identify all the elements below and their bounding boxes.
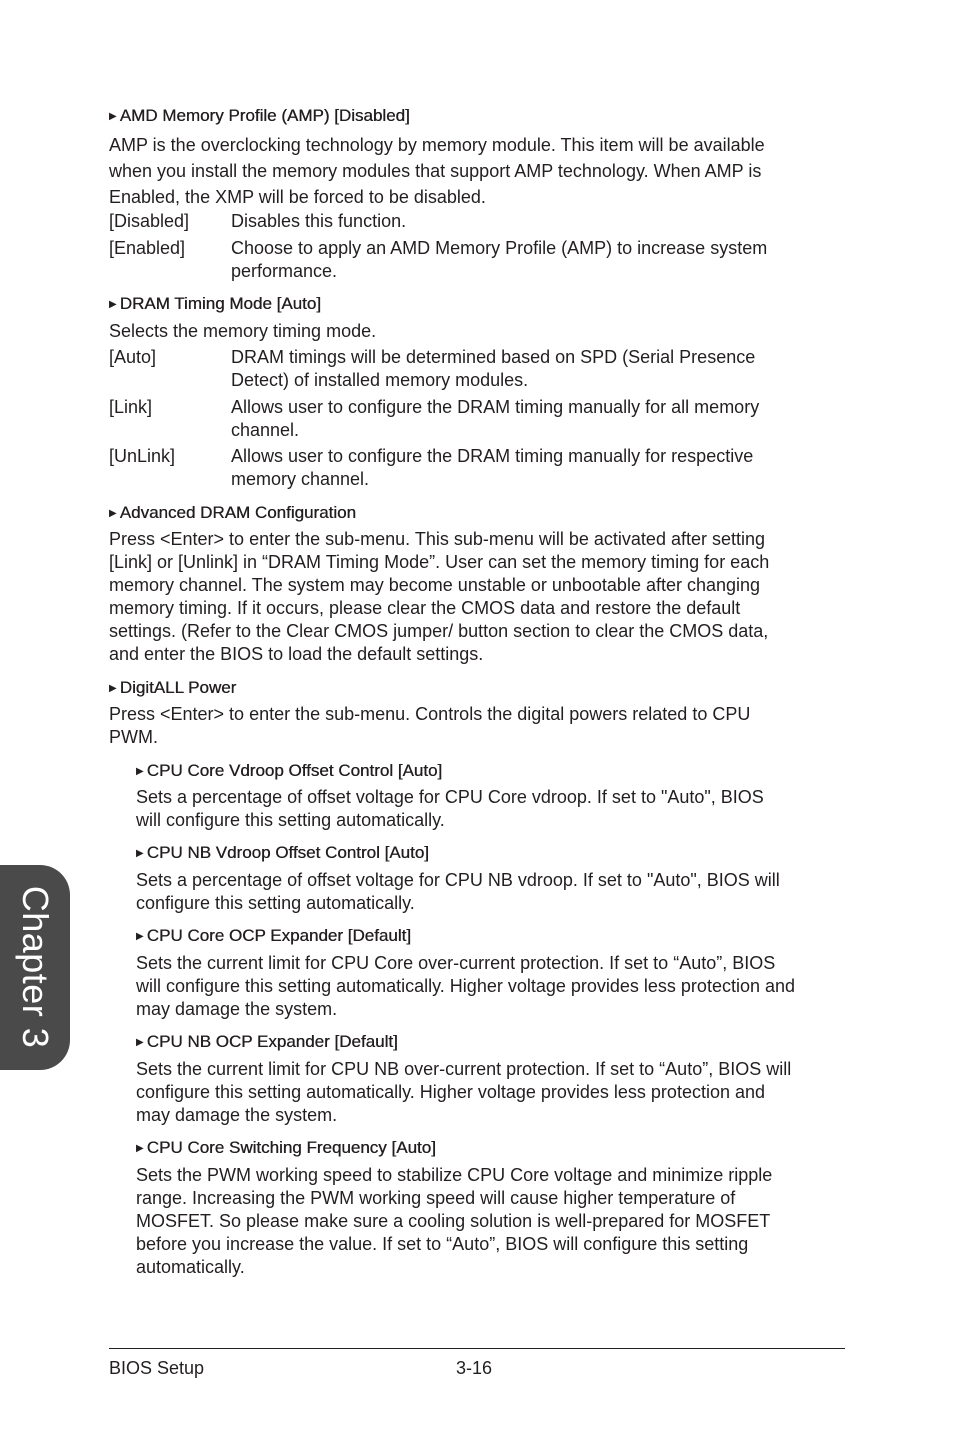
heading-dram-timing-mode xyxy=(109,294,321,315)
bullet-triangle-icon: ▶ xyxy=(109,299,117,310)
paragraph-line: [Link] or [Unlink] in “DRAM Timing Mode”. User can set the memory timing for each xyxy=(109,552,770,572)
bullet-triangle-icon: ▶ xyxy=(109,111,117,122)
heading-text: CPU Core Vdroop Offset Control [Auto] xyxy=(146,761,443,780)
option-description-line: Choose to apply an AMD Memory Profile (AMP) to increase system xyxy=(231,238,768,258)
option-description-line: Allows user to configure the DRAM timing manually for all memory xyxy=(231,397,760,417)
paragraph-line: range. Increasing the PWM working speed will cause higher temperature of xyxy=(136,1188,736,1208)
paragraph-line: when you install the memory modules that support AMP technology. When AMP is xyxy=(109,161,762,181)
option-description-line: Allows user to configure the DRAM timing manually for respective xyxy=(231,446,754,466)
option-description-line: performance. xyxy=(231,261,338,281)
paragraph-dram-timing xyxy=(109,320,376,343)
option-description xyxy=(231,396,759,442)
option-key: [Disabled] xyxy=(109,211,190,231)
paragraph-line: configure this setting automatically. xyxy=(136,893,415,913)
heading-digitall-power xyxy=(109,678,236,699)
heading-advanced-dram-configuration xyxy=(109,503,356,524)
paragraph-line: settings. (Refer to the Clear CMOS jumper/ button section to clear the CMOS data, xyxy=(109,621,769,641)
bullet-triangle-icon: ▶ xyxy=(136,766,144,777)
bullet-triangle-icon: ▶ xyxy=(136,848,144,859)
heading-cpu-nb-ocp-expander xyxy=(136,1032,398,1053)
paragraph-amp xyxy=(109,132,765,210)
paragraph-advanced-dram xyxy=(109,528,769,666)
option-description-line: memory channel. xyxy=(231,469,370,489)
option-description xyxy=(231,445,753,491)
option-key: [Auto] xyxy=(109,347,157,367)
paragraph-line: automatically. xyxy=(136,1257,245,1277)
paragraph-line: AMP is the overclocking technology by memory module. This item will be available xyxy=(109,135,765,155)
heading-text: CPU NB OCP Expander [Default] xyxy=(146,1032,398,1051)
heading-text: Advanced DRAM Configuration xyxy=(119,503,356,522)
bullet-triangle-icon: ▶ xyxy=(136,1037,144,1048)
paragraph-line: may damage the system. xyxy=(136,1105,338,1125)
option-key: [Enabled] xyxy=(109,238,186,258)
paragraph-line: Sets a percentage of offset voltage for CPU Core vdroop. If set to "Auto", BIOS xyxy=(136,787,764,807)
bullet-triangle-icon: ▶ xyxy=(109,508,117,519)
paragraph-line: memory timing. If it occurs, please clear the CMOS data and restore the default xyxy=(109,598,741,618)
option-description-line: Disables this function. xyxy=(231,211,407,231)
paragraph-line: Sets the PWM working speed to stabilize CPU Core voltage and minimize ripple xyxy=(136,1165,773,1185)
heading-text: AMD Memory Profile (AMP) [Disabled] xyxy=(119,106,410,125)
footer-divider xyxy=(109,1348,845,1349)
paragraph-cpu-nb-ocp xyxy=(136,1058,791,1127)
heading-amd-memory-profile xyxy=(109,106,410,127)
option-key: [Link] xyxy=(109,397,153,417)
option-description-line: DRAM timings will be determined based on SPD (Serial Presence xyxy=(231,347,756,367)
heading-text: CPU NB Vdroop Offset Control [Auto] xyxy=(146,843,429,862)
bullet-triangle-icon: ▶ xyxy=(136,1143,144,1154)
paragraph-digitall-power xyxy=(109,703,750,749)
heading-cpu-core-vdroop xyxy=(136,761,442,782)
option-description xyxy=(231,346,755,392)
paragraph-line: Sets the current limit for CPU Core over-current protection. If set to “Auto”, BIOS xyxy=(136,953,776,973)
heading-cpu-core-ocp-expander xyxy=(136,926,411,947)
heading-cpu-core-switching-frequency xyxy=(136,1138,436,1159)
paragraph-line: Enabled, the XMP will be forced to be disabled. xyxy=(109,187,486,207)
paragraph-line: Press <Enter> to enter the sub-menu. This sub-menu will be activated after setting xyxy=(109,529,766,549)
option-key: [UnLink] xyxy=(109,446,176,466)
bullet-triangle-icon: ▶ xyxy=(136,931,144,942)
bullet-triangle-icon: ▶ xyxy=(109,683,117,694)
paragraph-line: Sets a percentage of offset voltage for CPU NB vdroop. If set to "Auto", BIOS will xyxy=(136,870,780,890)
footer-doc-title: BIOS Setup xyxy=(109,1358,205,1378)
heading-text: DRAM Timing Mode [Auto] xyxy=(119,294,321,313)
heading-text: CPU Core Switching Frequency [Auto] xyxy=(146,1138,436,1157)
option-description-line: Detect) of installed memory modules. xyxy=(231,370,529,390)
heading-text: DigitALL Power xyxy=(119,678,237,697)
heading-text: CPU Core OCP Expander [Default] xyxy=(146,926,411,945)
paragraph-cpu-nb-vdroop xyxy=(136,869,780,915)
paragraph-line: MOSFET. So please make sure a cooling solution is well-prepared for MOSFET xyxy=(136,1211,771,1231)
heading-cpu-nb-vdroop xyxy=(136,843,429,864)
chapter-label: Chapter 3 xyxy=(15,885,56,1049)
paragraph-cpu-core-switching xyxy=(136,1164,772,1279)
paragraph-line: may damage the system. xyxy=(136,999,338,1019)
paragraph-line: PWM. xyxy=(109,727,158,747)
paragraph-line: will configure this setting automatically. xyxy=(136,810,445,830)
paragraph-cpu-core-ocp xyxy=(136,952,795,1021)
paragraph-cpu-core-vdroop xyxy=(136,786,764,832)
option-description xyxy=(231,237,767,283)
paragraph-line: configure this setting automatically. Higher voltage provides less protection and xyxy=(136,1082,766,1102)
option-description xyxy=(231,210,406,233)
paragraph-line: memory channel. The system may become unstable or unbootable after changing xyxy=(109,575,761,595)
option-description-line: channel. xyxy=(231,420,300,440)
paragraph-line: Press <Enter> to enter the sub-menu. Controls the digital powers related to CPU xyxy=(109,704,751,724)
chapter-side-tab xyxy=(0,865,70,1070)
page-number: 3-16 xyxy=(456,1358,493,1378)
paragraph-line: and enter the BIOS to load the default settings. xyxy=(109,644,484,664)
paragraph-line: Selects the memory timing mode. xyxy=(109,321,377,341)
paragraph-line: before you increase the value. If set to “Auto”, BIOS will configure this setting xyxy=(136,1234,749,1254)
paragraph-line: will configure this setting automatically. Higher voltage provides less protection and xyxy=(136,976,796,996)
paragraph-line: Sets the current limit for CPU NB over-current protection. If set to “Auto”, BIOS will xyxy=(136,1059,792,1079)
